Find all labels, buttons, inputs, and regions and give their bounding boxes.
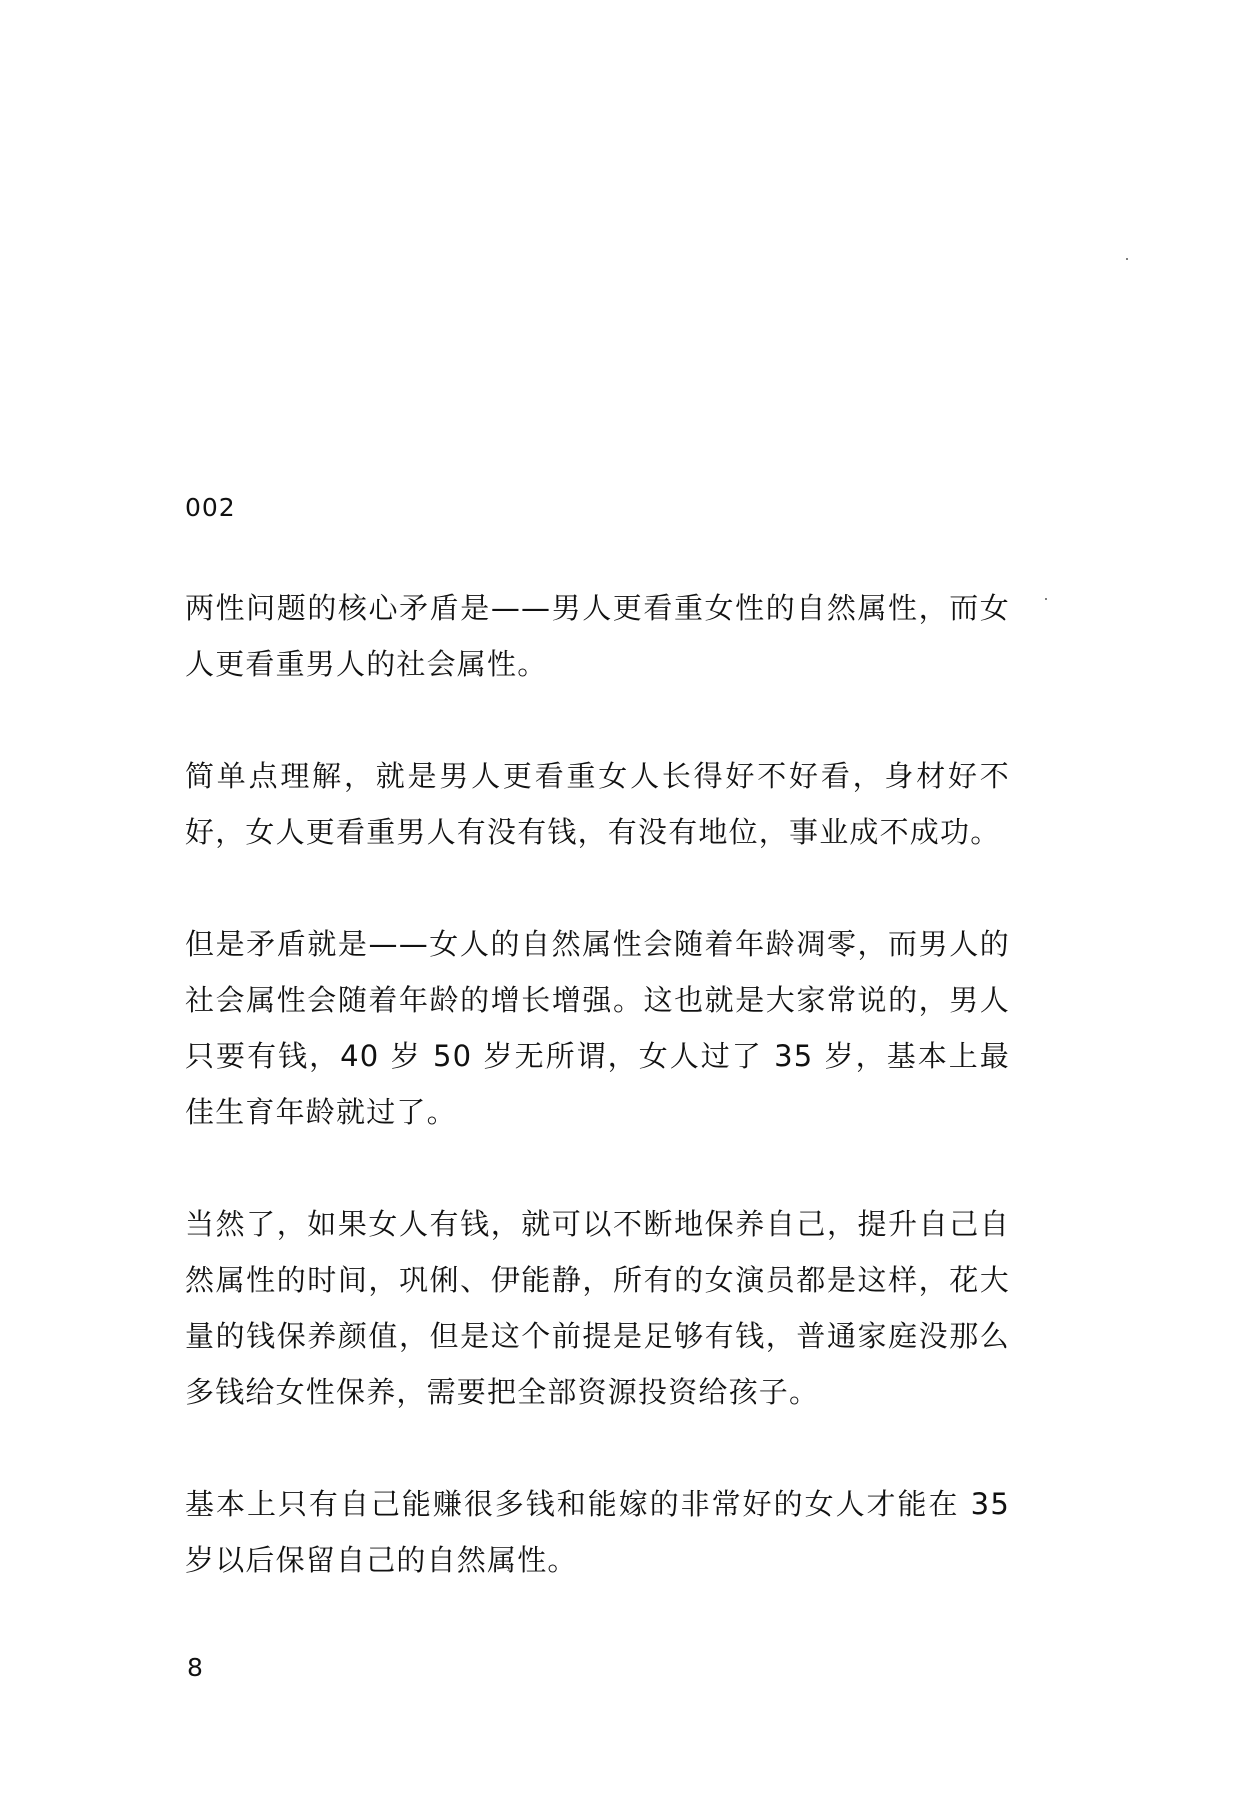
- page-number: 8: [187, 1653, 203, 1682]
- paragraph: 基本上只有自己能赚很多钱和能嫁的非常好的女人才能在 35 岁以后保留自己的自然属性。: [185, 1487, 1010, 1577]
- paragraph: 但是矛盾就是——女人的自然属性会随着年龄凋零，而男人的社会属性会随着年龄的增长增强。这也就是大家常说的，男人只要有钱，40 岁 50 岁无所谓，女人过了 35 岁，基本上最佳生育年龄就过了。: [185, 927, 1010, 1129]
- paragraph: 当然了，如果女人有钱，就可以不断地保养自己，提升自己自然属性的时间，巩俐、伊能静，所有的女演员都是这样，花大量的钱保养颜值，但是这个前提是足够有钱，普通家庭没那么多钱给女性保养，需要把全部资源投资给孩子。: [185, 1207, 1010, 1409]
- scan-speck: [1045, 598, 1047, 600]
- body-text: [185, 580, 1010, 1644]
- scan-speck: [1126, 258, 1128, 260]
- paragraph: 两性问题的核心矛盾是——男人更看重女性的自然属性，而女人更看重男人的社会属性。: [185, 591, 1010, 681]
- section-number: 002: [185, 493, 236, 522]
- paragraph: 简单点理解，就是男人更看重女人长得好不好看，身材好不好，女人更看重男人有没有钱，有没有地位，事业成不成功。: [185, 759, 1010, 849]
